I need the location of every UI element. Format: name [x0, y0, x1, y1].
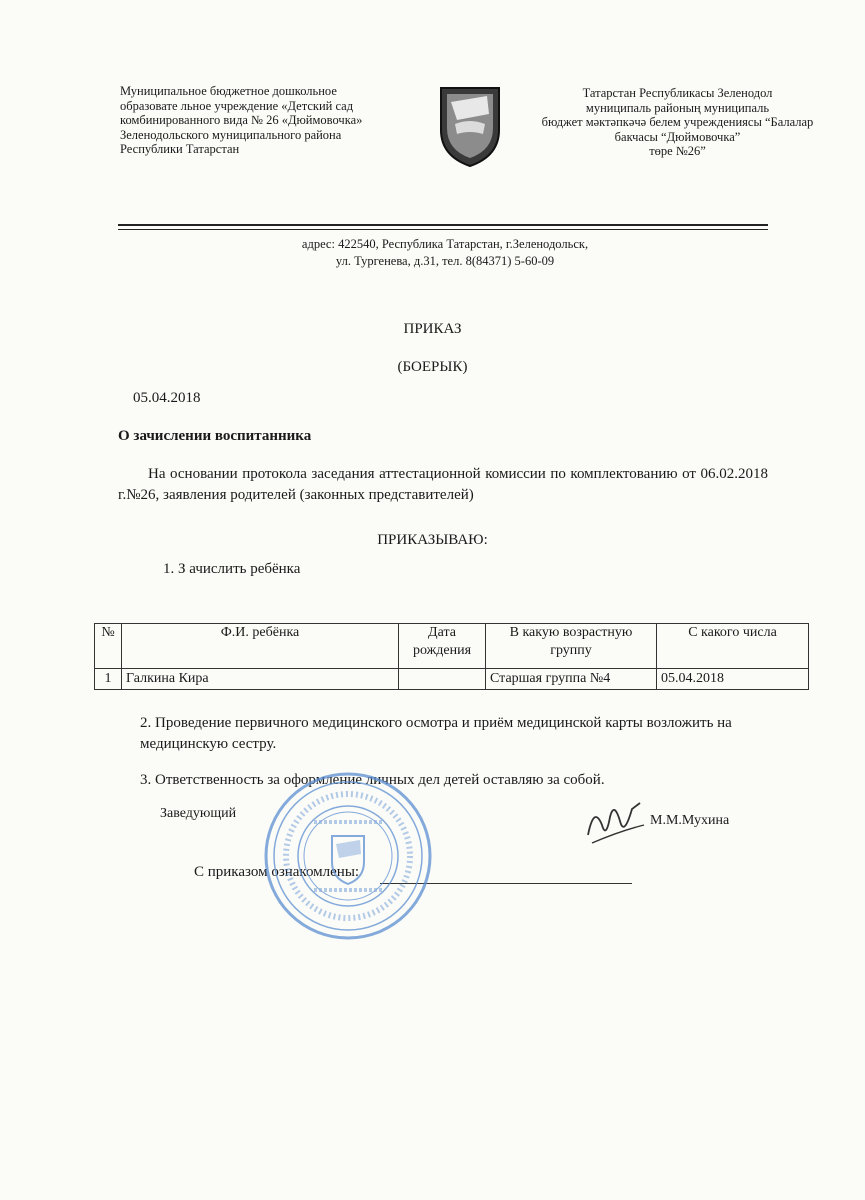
org-name-russian	[120, 84, 420, 157]
table-header-row	[95, 624, 809, 669]
address-line: адрес: 422540, Республика Татарстан, г.Зеленодольск,	[301, 237, 589, 251]
acknowledgement-label: С приказом ознакомлены:	[194, 864, 360, 880]
header-divider-thin	[118, 229, 768, 230]
table-cell: Старшая группа №4	[486, 669, 657, 690]
address-line: ул. Тургенева, д.31, тел. 8(84371) 5-60-09	[335, 254, 555, 268]
org-line: төре №26”	[649, 144, 706, 158]
document-title-tatar: (БОЕРЫК)	[397, 359, 468, 375]
order-item-1: 1. З ачислить ребёнка	[163, 561, 301, 577]
org-line: Республики Татарстан	[120, 142, 240, 156]
org-line: комбинированного вида № 26 «Дюймовочка»	[120, 113, 363, 127]
org-line: бюджет мәктәпкәчә белем учреждениясы “Балалар	[541, 115, 814, 129]
official-stamp-icon	[262, 770, 434, 942]
signatory-name: М.М.Мухина	[650, 813, 730, 828]
basis-paragraph: На основании протокола заседания аттестационной комиссии по комплектованию от 06.02.2018 г.№26, заявления родителей (законных представителей)	[118, 466, 768, 503]
org-line: образовате льное учреждение «Детский сад	[120, 98, 354, 113]
column-header: В какую возрастную группу	[486, 624, 657, 669]
org-line: бакчасы “Дюймовочка”	[614, 129, 741, 144]
header-divider	[118, 224, 768, 226]
org-line: Муниципальное бюджетное дошкольное	[120, 84, 337, 98]
org-line: Татарстан Республикасы Зеленодол	[582, 86, 773, 100]
order-item-3: 3. Ответственность за оформление личных дел детей оставляю за собой.	[140, 772, 605, 788]
org-name-tatar	[510, 86, 845, 159]
table-cell	[399, 669, 486, 690]
org-line: Зеленодольского муниципального района	[120, 127, 342, 142]
signatory-role: Заведующий	[160, 806, 237, 821]
org-line: муниципаль районың муниципаль	[585, 100, 770, 115]
column-header: Дата рождения	[399, 624, 486, 669]
order-heading: ПРИКАЗЫВАЮ:	[377, 532, 488, 548]
coat-of-arms-icon	[437, 84, 503, 168]
document-date: 05.04.2018	[133, 390, 201, 406]
enrollment-table	[94, 623, 809, 690]
order-item-2: 2. Проведение первичного медицинского осмотра и приём медицинской карты возложить на медицинскую сестру.	[140, 715, 732, 752]
column-header: Ф.И. ребёнка	[122, 624, 399, 669]
column-header: С какого числа	[657, 624, 809, 669]
table-cell: 1	[95, 669, 122, 690]
address-block	[200, 236, 690, 270]
table-cell: 05.04.2018	[657, 669, 809, 690]
document-subject: О зачислении воспитанника	[118, 428, 312, 444]
table-cell: Галкина Кира	[122, 669, 399, 690]
document-title: ПРИКАЗ	[403, 321, 462, 337]
table-row	[95, 669, 809, 690]
column-header: №	[95, 624, 122, 669]
signature-icon	[580, 795, 650, 850]
